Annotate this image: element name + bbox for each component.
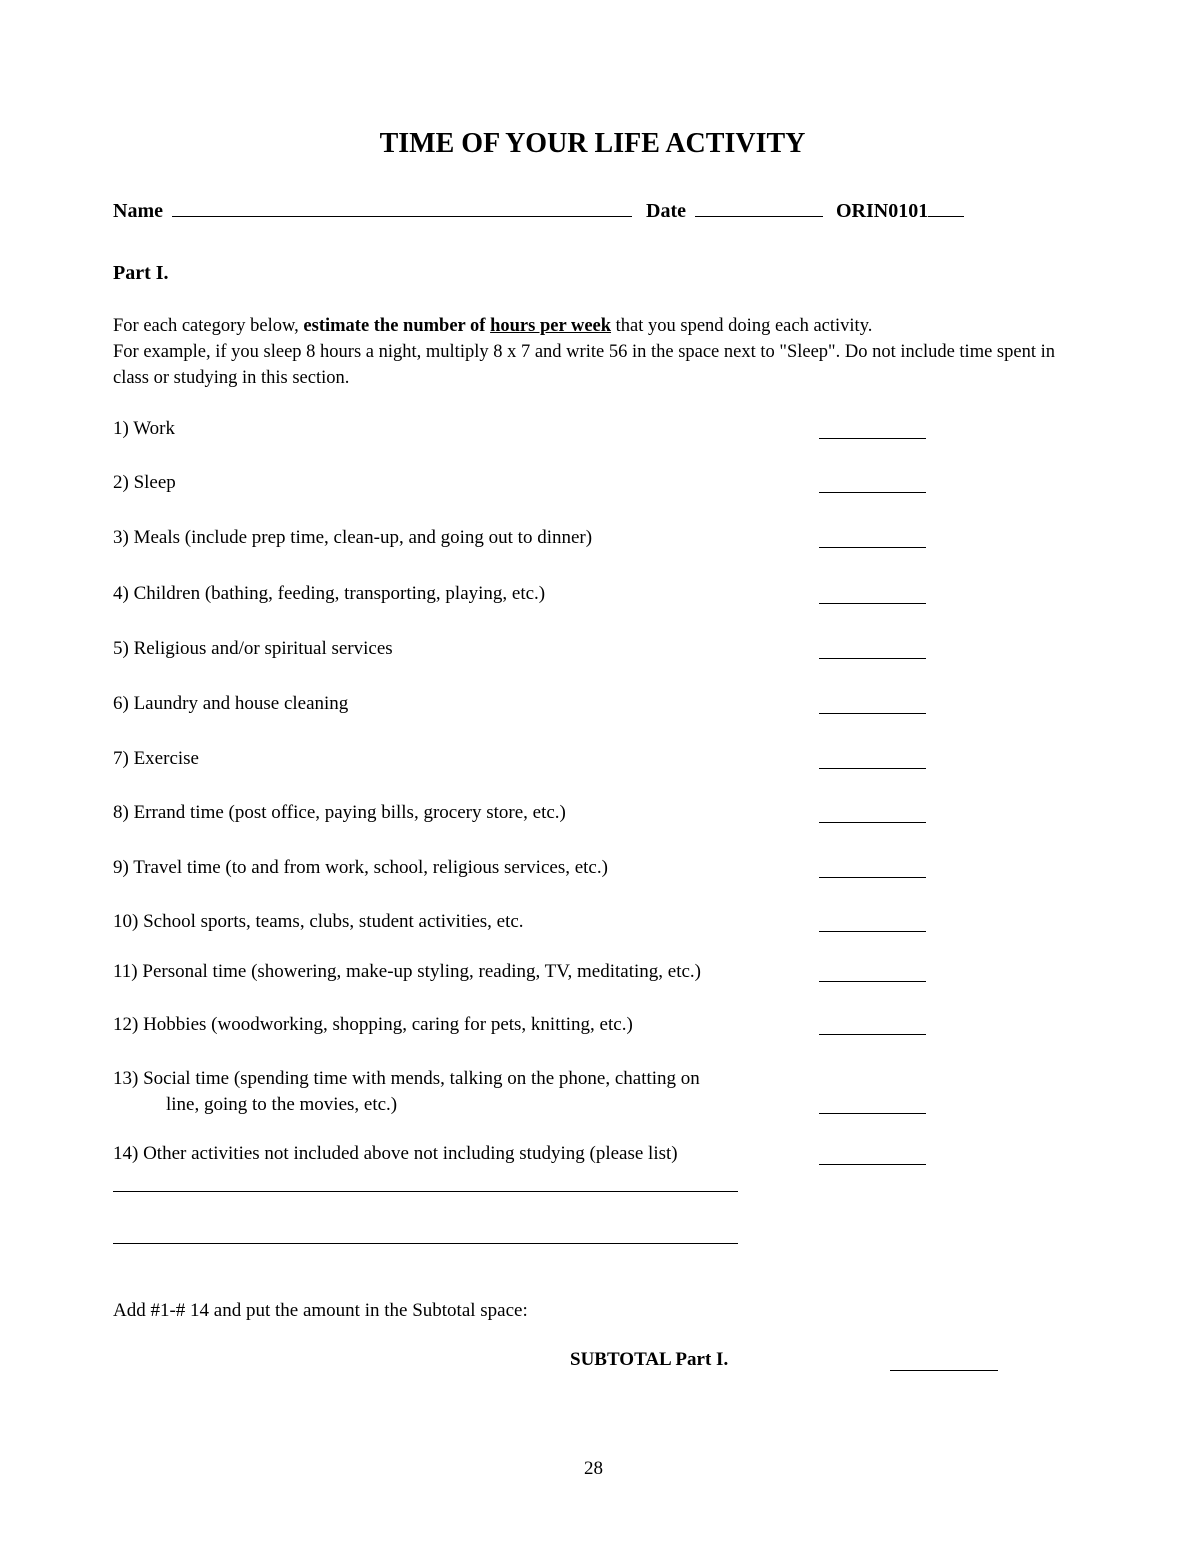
hours-blank-errand[interactable] bbox=[819, 822, 926, 823]
hours-blank-personal[interactable] bbox=[819, 981, 926, 982]
hours-blank-other[interactable] bbox=[819, 1164, 926, 1165]
date-label: Date bbox=[646, 200, 686, 222]
subtotal-blank[interactable] bbox=[890, 1370, 998, 1371]
hours-blank-laundry[interactable] bbox=[819, 713, 926, 714]
hours-blank-work[interactable] bbox=[819, 438, 926, 439]
hours-blank-exercise[interactable] bbox=[819, 768, 926, 769]
instructions-pre: For each category below, bbox=[113, 316, 304, 336]
activity-item-personal: 11) Personal time (showering, make-up styling, reading, TV, meditating, etc.) bbox=[113, 961, 701, 982]
part-label: Part I. bbox=[113, 262, 169, 284]
activity-item-other: 14) Other activities not included above not including studying (please list) bbox=[113, 1143, 678, 1164]
other-list-line-2[interactable] bbox=[113, 1243, 738, 1244]
course-code: ORIN0101 bbox=[836, 200, 929, 222]
instructions bbox=[113, 313, 1078, 391]
hours-blank-social[interactable] bbox=[819, 1113, 926, 1114]
instructions-example: For example, if you sleep 8 hours a night, multiply 8 x 7 and write 56 in the space next to "Sleep". Do not include time spent in class or studying in this section. bbox=[113, 342, 1055, 388]
date-row bbox=[646, 198, 823, 223]
hours-blank-children[interactable] bbox=[819, 603, 926, 604]
name-label: Name bbox=[113, 200, 163, 222]
activity-item-exercise: 7) Exercise bbox=[113, 748, 199, 769]
course-section-blank[interactable] bbox=[928, 198, 964, 217]
name-row bbox=[113, 198, 632, 223]
activity-item-travel: 9) Travel time (to and from work, school, religious services, etc.) bbox=[113, 857, 608, 878]
activity-item-children: 4) Children (bathing, feeding, transporting, playing, etc.) bbox=[113, 583, 546, 604]
activity-item-school-sports: 10) School sports, teams, clubs, student activities, etc. bbox=[113, 911, 524, 932]
activity-item-errand: 8) Errand time (post office, paying bills, grocery store, etc.) bbox=[113, 802, 566, 823]
other-list-line-1[interactable] bbox=[113, 1191, 738, 1192]
activity-item-hobbies: 12) Hobbies (woodworking, shopping, caring for pets, knitting, etc.) bbox=[113, 1014, 633, 1035]
course-row bbox=[836, 198, 964, 223]
hours-blank-school-sports[interactable] bbox=[819, 931, 926, 932]
subtotal-label: SUBTOTAL Part I. bbox=[570, 1349, 729, 1370]
activity-item-social-line1: 13) Social time (spending time with mends, talking on the phone, chatting on bbox=[113, 1068, 700, 1089]
hours-blank-hobbies[interactable] bbox=[819, 1034, 926, 1035]
activity-item-laundry: 6) Laundry and house cleaning bbox=[113, 693, 349, 714]
date-blank[interactable] bbox=[695, 198, 823, 217]
hours-blank-sleep[interactable] bbox=[819, 492, 926, 493]
name-blank[interactable] bbox=[172, 198, 632, 217]
activity-item-social bbox=[113, 1066, 700, 1118]
add-instruction: Add #1-# 14 and put the amount in the Subtotal space: bbox=[113, 1300, 528, 1321]
activity-item-social-line2: line, going to the movies, etc.) bbox=[166, 1094, 398, 1115]
activity-item-sleep: 2) Sleep bbox=[113, 472, 176, 493]
hours-blank-meals[interactable] bbox=[819, 547, 926, 548]
page-title: TIME OF YOUR LIFE ACTIVITY bbox=[379, 128, 806, 159]
page-number: 28 bbox=[584, 1458, 603, 1479]
instructions-hours-per-week: hours per week bbox=[490, 316, 612, 336]
instructions-post: that you spend doing each activity. bbox=[611, 316, 873, 336]
hours-blank-travel[interactable] bbox=[819, 877, 926, 878]
hours-blank-religious[interactable] bbox=[819, 658, 926, 659]
activity-item-work: 1) Work bbox=[113, 418, 175, 439]
activity-item-religious: 5) Religious and/or spiritual services bbox=[113, 638, 393, 659]
activity-item-meals: 3) Meals (include prep time, clean-up, and going out to dinner) bbox=[113, 527, 593, 548]
instructions-bold: estimate the number of bbox=[303, 316, 491, 336]
